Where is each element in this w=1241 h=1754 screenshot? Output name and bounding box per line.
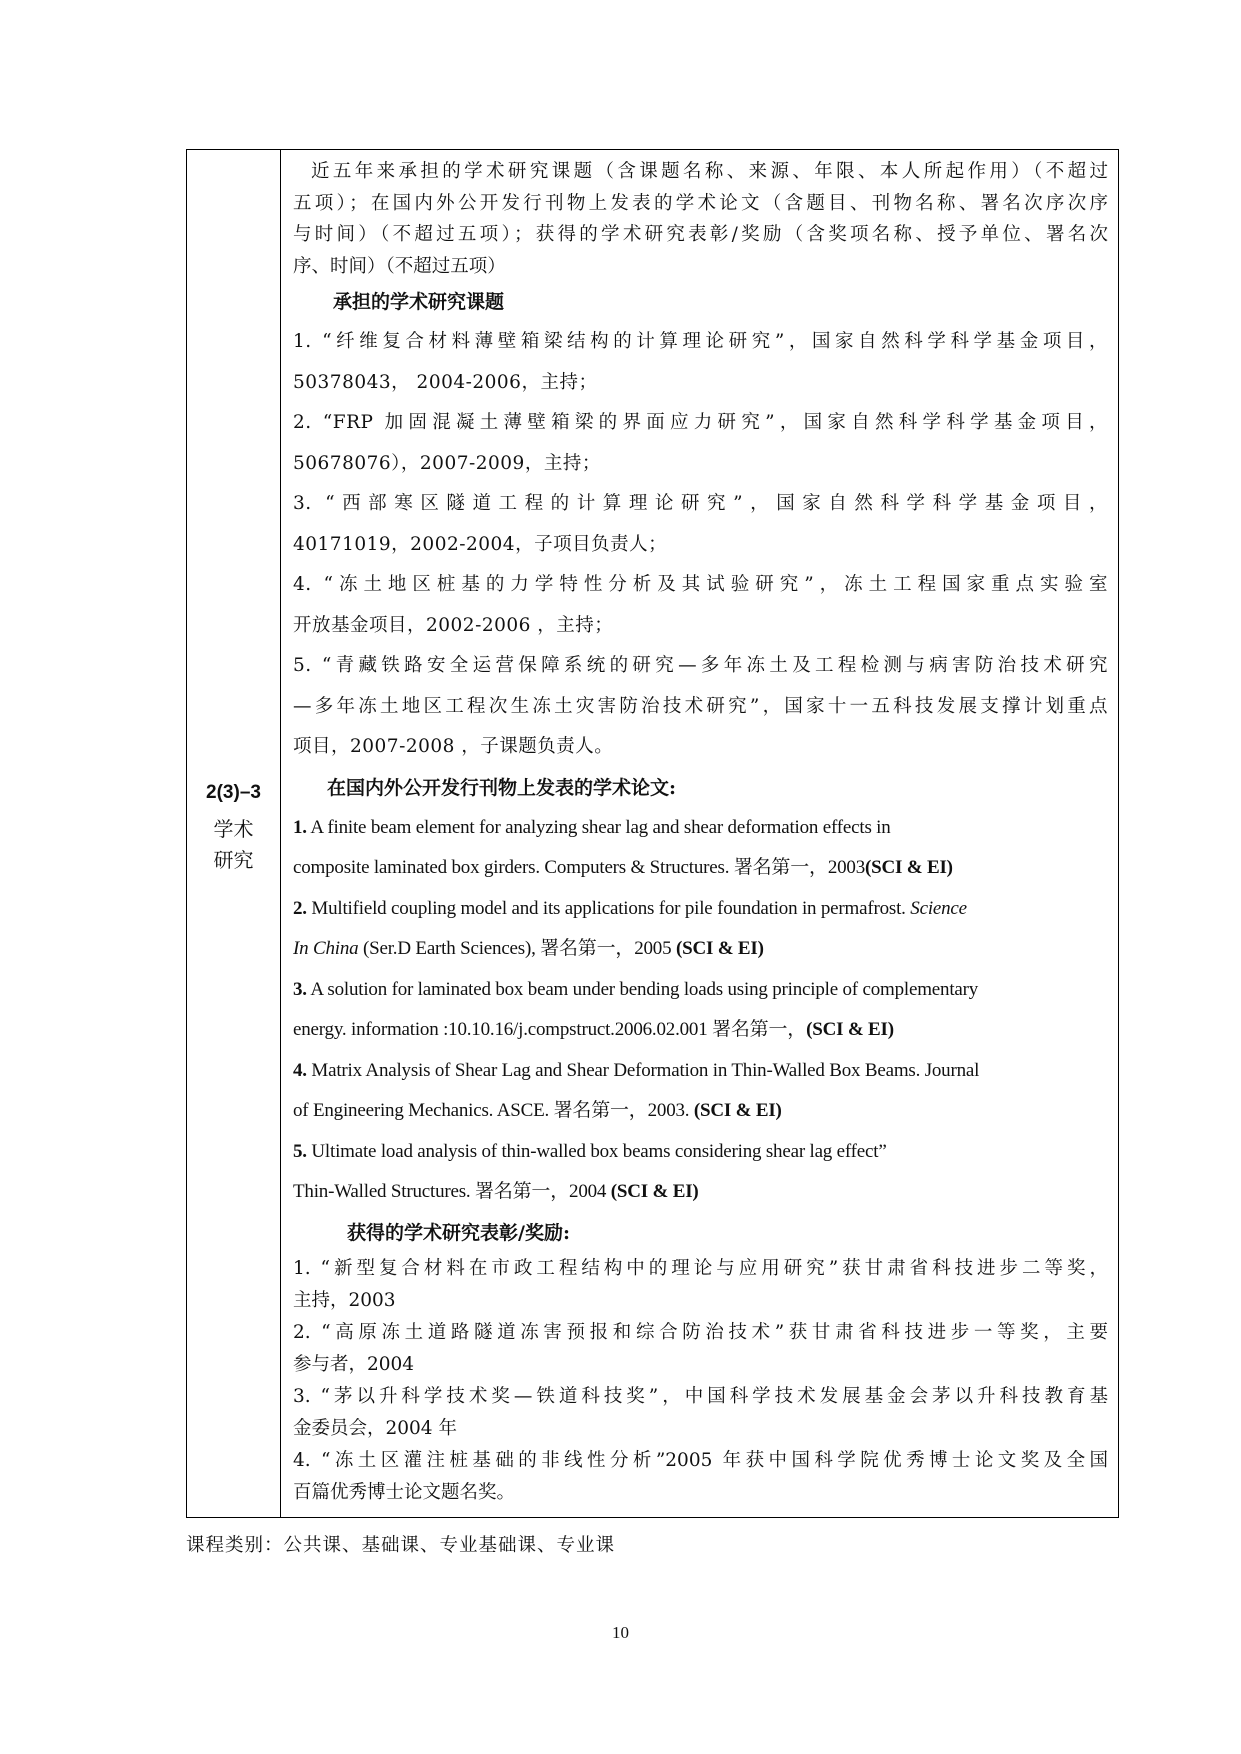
category-line-1: 学术 [213,817,254,841]
left-label-group [187,782,280,876]
paper-3-line-1 [293,970,1108,1011]
project-line: 3. “西部寒区隧道工程的计算理论研究”，国家自然科学科学基金项目， [293,493,1108,514]
paper-source: of Engineering Mechanics. ASCE. 署名第一，2003. [293,1100,694,1121]
paper-source: (Ser.D Earth Sciences), 署名第一，2005 [358,938,676,959]
paper-title: Multifield coupling model and its applications for pile foundation in permafrost. [306,897,911,919]
projects-list [293,322,1108,768]
paper-1-line-2 [293,848,1108,889]
paper-4-line-1 [293,1051,1108,1092]
project-line: 5. “青藏铁路安全运营保障系统的研究—多年冻土及工程检测与病害防治技术研究 [293,655,1108,676]
award-line: 金委员会，2004 年 [293,1417,457,1439]
paper-title: Matrix Analysis of Shear Lag and Shear Deformation in Thin-Walled Box Beams. Journal [306,1059,980,1081]
papers-heading: 在国内外公开发行刊物上发表的学术论文: [327,776,677,799]
paper-index-badge: (SCI & EI) [610,1181,699,1202]
paper-5-line-1 [293,1132,1108,1173]
paper-source: composite laminated box girders. Computers & Structures. 署名第一，2003 [293,857,866,878]
project-line: 项目，2007-2008 ，子课题负责人。 [293,736,614,757]
paper-number: 5. [293,1140,307,1162]
awards-heading: 获得的学术研究表彰/奖励: [347,1221,570,1244]
project-line: 50378043， 2004-2006，主持； [293,371,598,393]
intro-line: 与时间）（不超过五项）；获得的学术研究表彰/奖励（含奖项名称、授予单位、署名次 [293,224,1108,245]
section-code: 2(3)–3 [206,782,261,803]
paper-source: energy. information :10.10.16/j.compstruct.2006.02.001 署名第一， [293,1019,807,1040]
paper-3-line-2 [293,1010,1108,1051]
project-line: 开放基金项目，2002-2006 ，主持； [293,614,614,636]
paper-5-line-2 [293,1172,1108,1213]
category-line-2: 研究 [213,848,254,872]
paper-journal: In China [293,938,359,959]
award-line: 主持，2003 [293,1289,396,1311]
project-line: 40171019，2002-2004，子项目负责人； [293,533,668,555]
paper-journal: Science [910,897,967,919]
course-category-note: 课程类别：公共课、基础课、专业基础课、专业课 [186,1535,616,1556]
paper-2-line-1 [293,889,1108,930]
paper-2-line-2 [293,929,1108,970]
paper-source: Thin-Walled Structures. 署名第一，2004 [293,1181,611,1202]
intro-paragraph [293,156,1108,282]
paper-index-badge: (SCI & EI) [865,857,953,878]
award-line: 4. “冻土区灌注桩基础的非线性分析”2005 年获中国科学院优秀博士论文奖及全国 [293,1449,1108,1471]
paper-index-badge: (SCI & EI) [806,1019,894,1040]
award-line: 3. “茅以升科学技术奖—铁道科技奖”，中国科学技术发展基金会茅以升科技教育基 [293,1385,1108,1407]
intro-line: 五项）；在国内外公开发行刊物上发表的学术论文（含题目、刊物名称、署名次序次序 [293,192,1108,214]
paper-title: A solution for laminated box beam under bending loads using principle of complementary [306,978,979,1000]
paper-title: A finite beam element for analyzing shear lag and shear deformation effects in [306,816,891,838]
content-cell [281,150,1119,1518]
project-line: 2. “FRP 加固混凝土薄壁箱梁的界面应力研究”，国家自然科学科学基金项目， [293,412,1108,433]
research-table [186,149,1119,1518]
page-number: 10 [612,1623,629,1642]
awards-list [293,1253,1108,1509]
award-line: 百篇优秀博士论文题名奖。 [293,1481,516,1503]
intro-line: 近五年来承担的学术研究课题（含课题名称、来源、年限、本人所起作用）（不超过 [311,161,1108,182]
project-line: 50678076），2007-2009，主持； [293,452,601,474]
award-line: 2. “高原冻土道路隧道冻害预报和综合防治技术”获甘肃省科技进步一等奖，主要 [293,1321,1108,1343]
paper-number: 1. [293,816,307,838]
project-line: 1. “纤维复合材料薄壁箱梁结构的计算理论研究”，国家自然科学科学基金项目， [293,331,1108,352]
award-line: 1. “新型复合材料在市政工程结构中的理论与应用研究”获甘肃省科技进步二等奖， [293,1257,1108,1279]
paper-index-badge: (SCI & EI) [693,1100,782,1121]
project-line: —多年冻土地区工程次生冻土灾害防治技术研究”，国家十一五科技发展支撑计划重点 [293,695,1108,717]
project-line: 4. “冻土地区桩基的力学特性分析及其试验研究”，冻土工程国家重点实验室 [293,574,1108,595]
intro-line: 序、时间）（不超过五项） [293,255,506,277]
papers-list [293,808,1108,1213]
left-label-cell [187,150,281,1518]
paper-4-line-2 [293,1091,1108,1132]
paper-number: 2. [293,897,307,919]
paper-title: Ultimate load analysis of thin-walled box beams considering shear lag effect” [306,1140,887,1162]
paper-number: 3. [293,978,307,1000]
paper-1-line-1 [293,808,1108,849]
paper-index-badge: (SCI & EI) [675,938,764,959]
award-line: 参与者，2004 [293,1353,415,1375]
paper-number: 4. [293,1059,307,1081]
projects-heading: 承担的学术研究课题 [333,291,505,313]
research-row [187,150,1119,1518]
